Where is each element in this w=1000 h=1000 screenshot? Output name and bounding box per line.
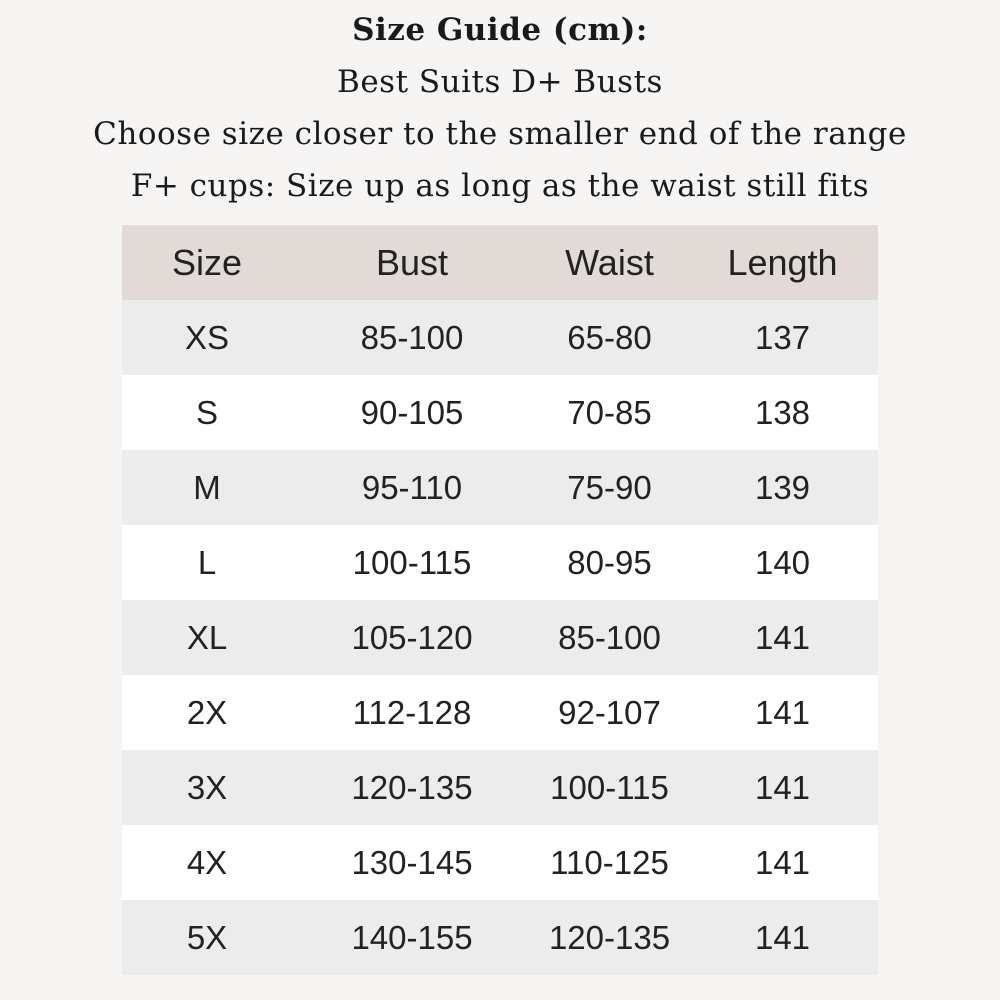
- cell-waist: 85-100: [558, 618, 661, 656]
- subtitle-best-suits: Best Suits D+ Busts: [337, 64, 663, 100]
- cell-size: 5X: [186, 918, 228, 956]
- table-row: [122, 675, 878, 750]
- cell-bust: 100-115: [352, 543, 472, 581]
- column-header-length: Length: [727, 241, 838, 283]
- cell-length: 140: [754, 543, 811, 581]
- cell-size: 4X: [186, 843, 228, 881]
- cell-bust: 120-135: [351, 768, 473, 806]
- column-header-waist: Waist: [565, 241, 654, 283]
- cell-waist: 80-95: [567, 543, 652, 581]
- table-row: [122, 525, 878, 600]
- cell-bust: 95-110: [361, 468, 463, 506]
- cell-length: 139: [754, 468, 811, 506]
- cell-bust: 105-120: [351, 618, 473, 656]
- table-row: [122, 825, 878, 900]
- cell-size: S: [195, 393, 218, 431]
- cell-bust: 112-128: [352, 693, 472, 731]
- cell-waist: 65-80: [567, 318, 652, 356]
- cell-waist: 70-85: [567, 393, 652, 431]
- cell-length: 137: [754, 318, 811, 356]
- cell-waist: 100-115: [550, 768, 669, 806]
- cell-size: XL: [186, 618, 228, 656]
- cell-size: 2X: [186, 693, 228, 731]
- table-row: [122, 600, 878, 675]
- cell-waist: 120-135: [548, 918, 671, 956]
- table-header-row: [122, 225, 878, 300]
- cell-size: L: [197, 543, 217, 581]
- table-row: [122, 900, 878, 975]
- column-header-bust: Bust: [375, 241, 449, 283]
- cell-length: 141: [754, 768, 811, 806]
- cell-length: 141: [754, 693, 811, 731]
- table-row: [122, 750, 878, 825]
- table-row: [122, 450, 878, 525]
- cell-length: 141: [754, 618, 811, 656]
- subtitle-size-advice: Choose size closer to the smaller end of the range: [93, 116, 907, 152]
- cell-size: XS: [184, 318, 230, 356]
- column-header-size: Size: [171, 241, 243, 283]
- cell-bust: 90-105: [360, 393, 464, 431]
- cell-waist: 92-107: [558, 693, 661, 731]
- cell-bust: 140-155: [351, 918, 473, 956]
- cell-waist: 110-125: [550, 843, 669, 881]
- cell-bust: 85-100: [360, 318, 464, 356]
- cell-length: 138: [754, 393, 811, 431]
- table-row: [122, 375, 878, 450]
- cell-size: M: [193, 468, 221, 506]
- cell-waist: 75-90: [567, 468, 652, 506]
- size-table: [122, 225, 878, 975]
- cell-length: 141: [754, 918, 811, 956]
- page-title: Size Guide (cm):: [352, 12, 648, 48]
- table-row: [122, 300, 878, 375]
- cell-size: 3X: [186, 768, 228, 806]
- cell-bust: 130-145: [351, 843, 473, 881]
- cell-length: 141: [754, 843, 811, 881]
- subtitle-cup-advice: F+ cups: Size up as long as the waist still fits: [130, 168, 870, 204]
